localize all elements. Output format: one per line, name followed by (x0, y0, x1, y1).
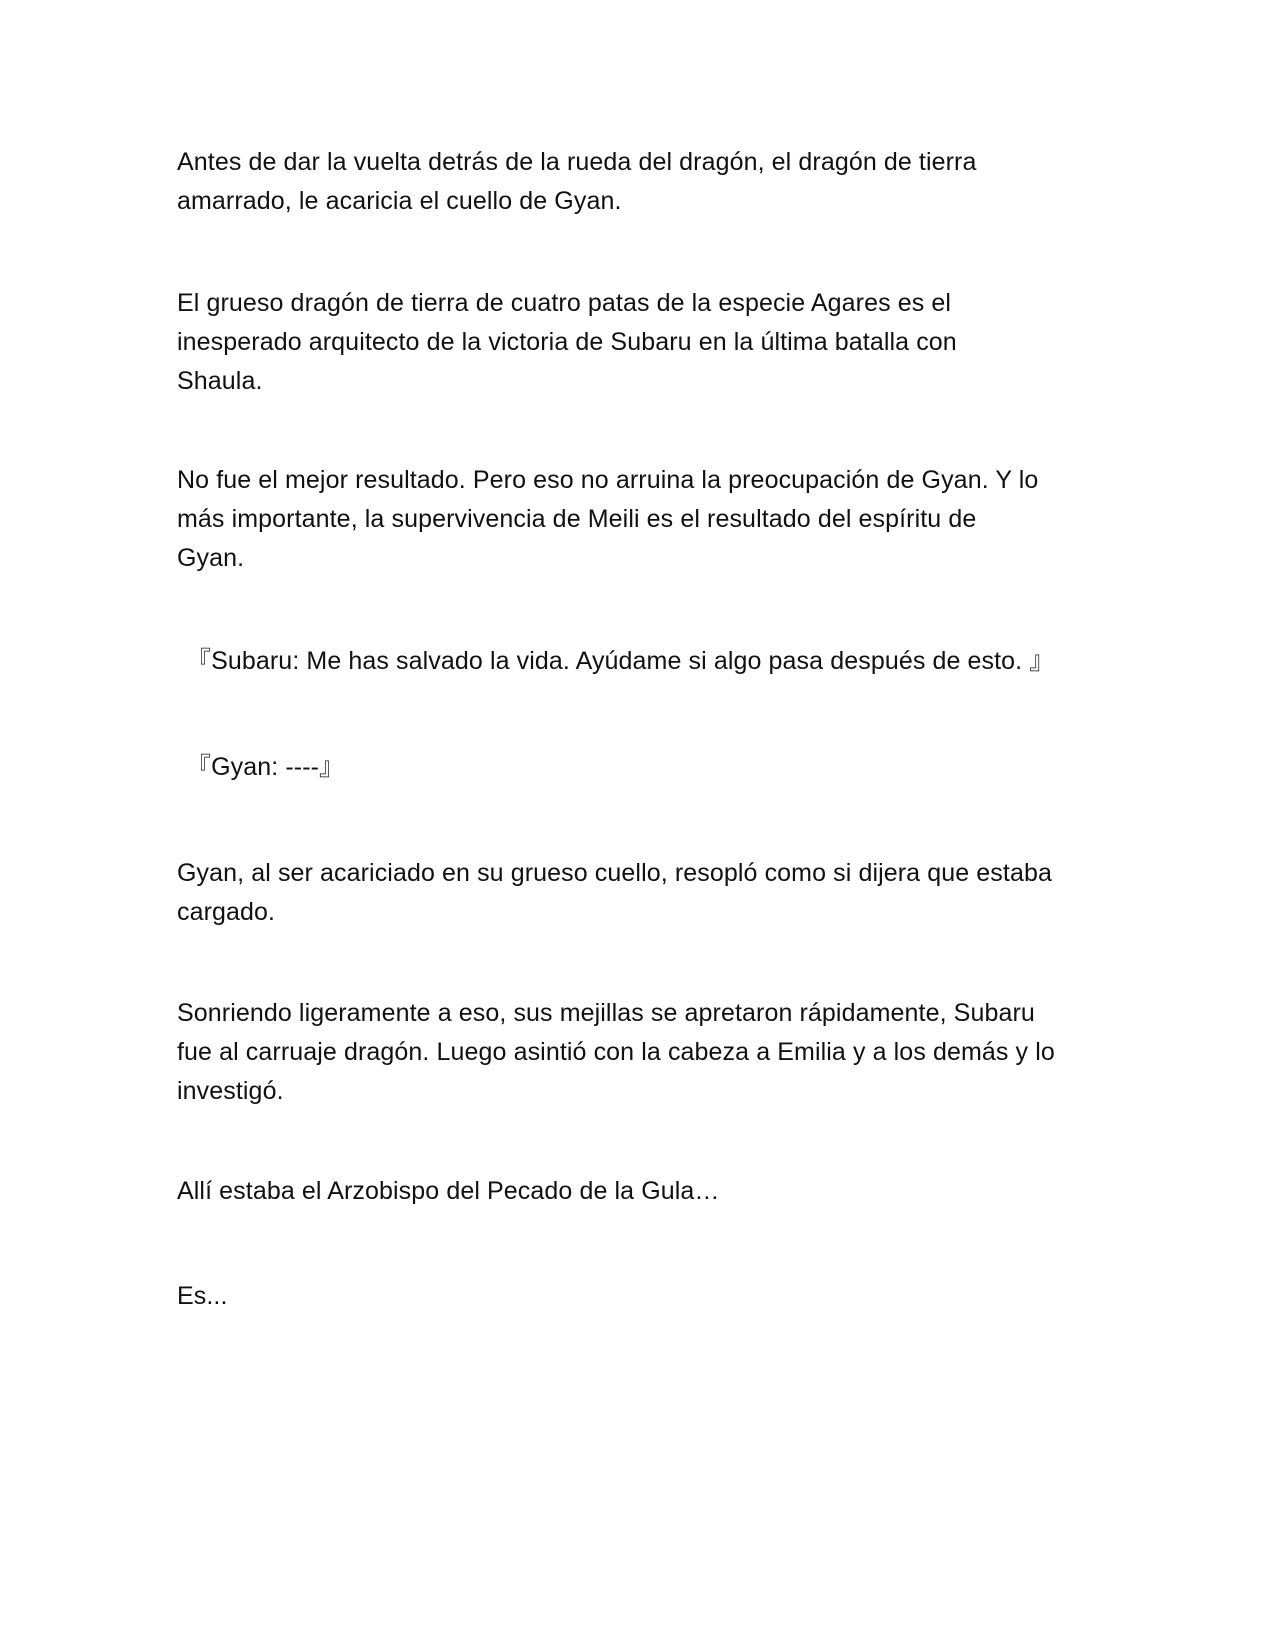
text-line: inesperado arquitecto de la victoria de Subaru en la última batalla con (177, 328, 957, 356)
text-line: fue al carruaje dragón. Luego asintió con la cabeza a Emilia y a los demás y lo (177, 1038, 1055, 1066)
paragraph-3 (177, 461, 1097, 578)
text-line: Gyan, al ser acariciado en su grueso cuello, resopló como si dijera que estaba (177, 859, 1052, 887)
text-line: Es... (177, 1282, 228, 1310)
text-line: Allí estaba el Arzobispo del Pecado de la Gula… (177, 1177, 720, 1205)
text-line: Shaula. (177, 367, 263, 395)
text-line: cargado. (177, 898, 276, 926)
paragraph-4 (177, 854, 1097, 932)
text-line: 『Subaru: Me has salvado la vida. Ayúdame si algo pasa después de esto. 』 (186, 647, 1055, 675)
text-line: amarrado, le acaricia el cuello de Gyan. (177, 187, 622, 215)
text-line: Antes de dar la vuelta detrás de la rueda del dragón, el dragón de tierra (177, 148, 977, 176)
text-line: investigó. (177, 1077, 284, 1105)
dialog-line-gyan (186, 748, 1106, 787)
paragraph-5 (177, 994, 1097, 1111)
paragraph-6 (177, 1172, 1097, 1211)
text-line: No fue el mejor resultado. Pero eso no arruina la preocupación de Gyan. Y lo (177, 466, 1039, 494)
text-line: El grueso dragón de tierra de cuatro patas de la especie Agares es el (177, 289, 952, 317)
text-line: 『Gyan: ----』 (186, 753, 345, 781)
paragraph-2 (177, 284, 1097, 401)
paragraph-7 (177, 1277, 1097, 1316)
text-line: Gyan. (177, 544, 245, 572)
paragraph-1 (177, 143, 1097, 221)
text-line: más importante, la supervivencia de Meili es el resultado del espíritu de (177, 505, 977, 533)
text-line: Sonriendo ligeramente a eso, sus mejillas se apretaron rápidamente, Subaru (177, 999, 1035, 1027)
dialog-line-subaru (186, 642, 1106, 681)
